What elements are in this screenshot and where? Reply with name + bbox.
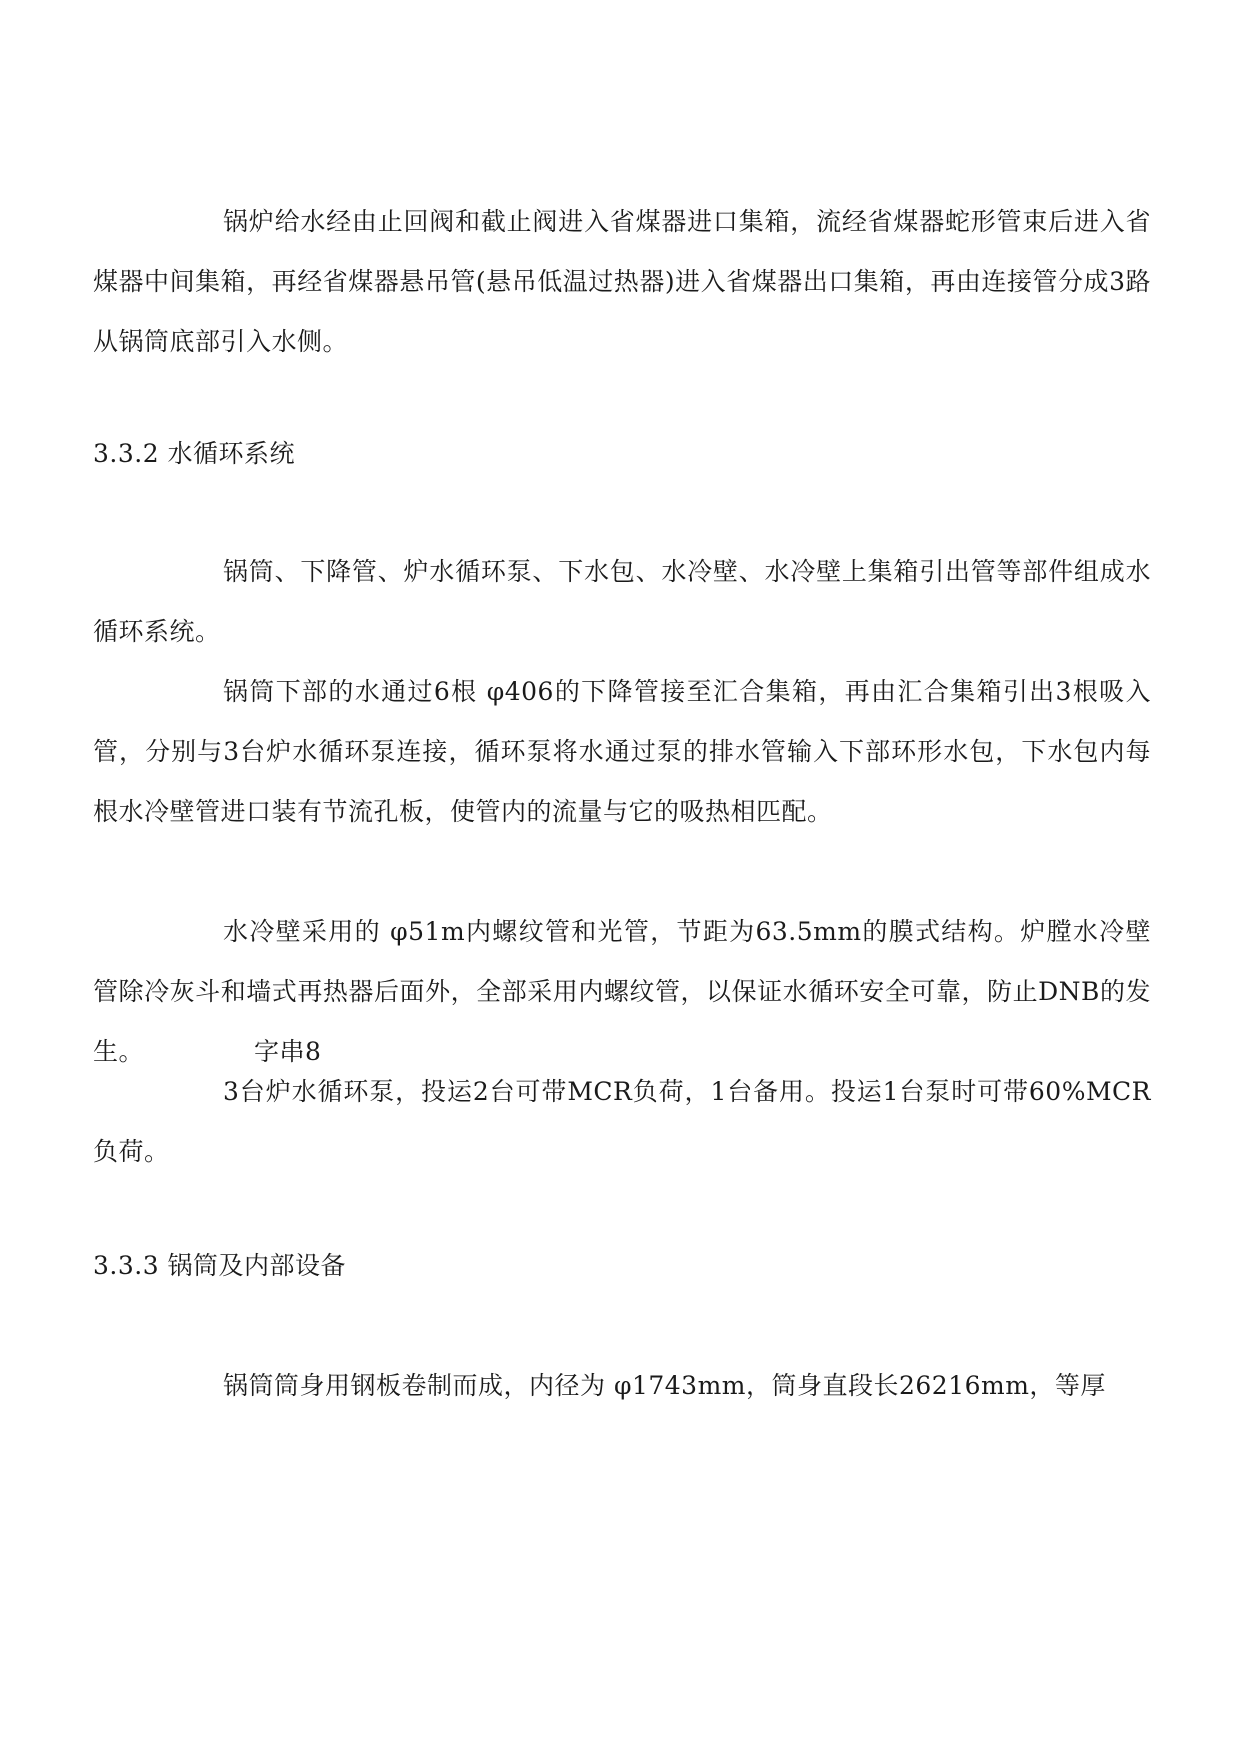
paragraph-text: 锅筒、下降管、炉水循环泵、下水包、水冷壁、水冷壁上集箱引出管等部件组成水循环系统。 (93, 557, 1151, 646)
string-tag: 字串8 (254, 1037, 322, 1066)
paragraph-circulation-components (93, 542, 1151, 662)
section-heading-drum: 3.3.3 锅筒及内部设备 (93, 1251, 347, 1280)
paragraph-downcomer (93, 662, 1151, 842)
paragraph-text: 锅筒下部的水通过6根 φ406的下降管接至汇合集箱，再由汇合集箱引出3根吸入管，分别与3台炉水循环泵连接，循环泵将水通过泵的排水管输入下部环形水包，下水包内每根水冷壁管进口装有节流孔板，使管内的流量与它的吸热相匹配。 (93, 677, 1151, 826)
paragraph-circulation-pumps (93, 1062, 1151, 1182)
paragraph-text: 锅筒筒身用钢板卷制而成，内径为 φ1743mm，筒身直段长26216mm，等厚 (223, 1371, 1106, 1400)
paragraph-text: 3台炉水循环泵，投运2台可带MCR负荷，1台备用。投运1台泵时可带60%MCR负荷。 (93, 1077, 1151, 1166)
paragraph-drum-body (93, 1356, 1151, 1416)
paragraph-text: 水冷壁采用的 φ51m内螺纹管和光管，节距为63.5mm的膜式结构。炉膛水冷壁管除冷灰斗和墙式再热器后面外，全部采用内螺纹管，以保证水循环安全可靠，防止DNB的发生。 (93, 917, 1151, 1066)
paragraph-text: 锅炉给水经由止回阀和截止阀进入省煤器进口集箱，流经省煤器蛇形管束后进入省煤器中间集箱，再经省煤器悬吊管(悬吊低温过热器)进入省煤器出口集箱，再由连接管分成3路从锅筒底部引入水侧。 (93, 207, 1151, 356)
paragraph-economizer-feedwater (93, 192, 1151, 372)
paragraph-waterwall (93, 902, 1151, 1082)
section-heading-water-circulation: 3.3.2 水循环系统 (93, 439, 296, 468)
